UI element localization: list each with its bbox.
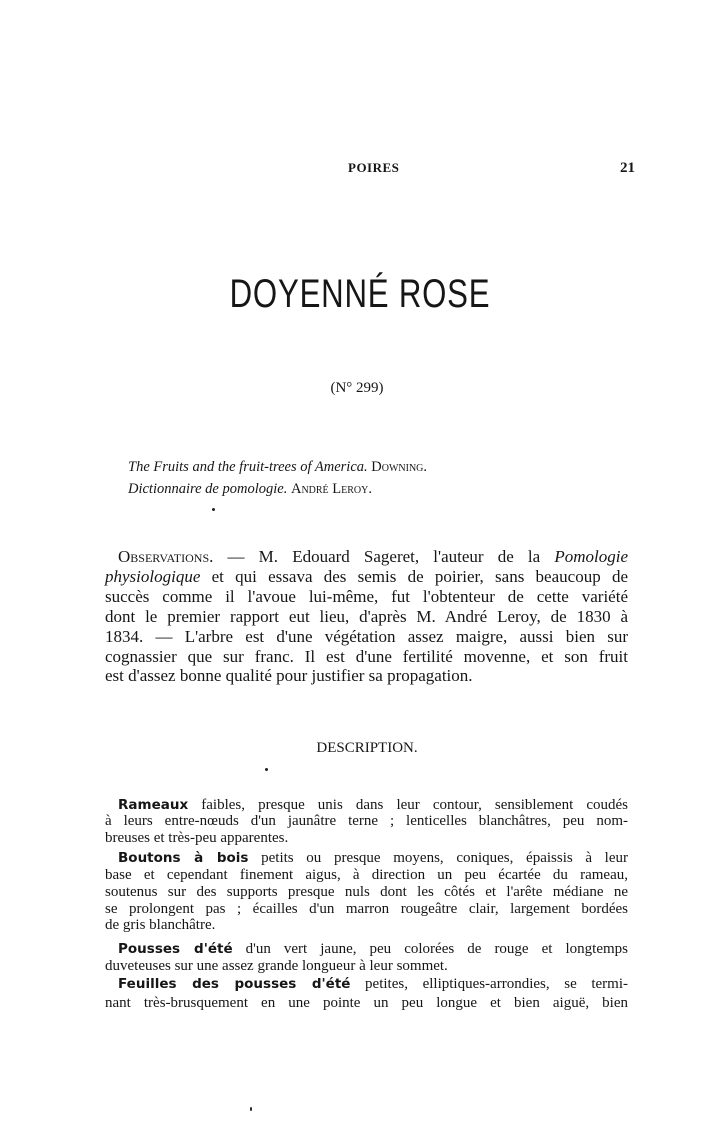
text-run: Observations.	[118, 547, 214, 566]
text-run: duveteuses sur une assez grande longueur à leur sommet.	[105, 958, 448, 974]
description-line	[105, 867, 628, 884]
text-run: cognassier que sur franc. Il est d'une fertilité movenne, et son fruit	[105, 647, 628, 666]
description-line	[118, 797, 628, 814]
description-line	[105, 830, 628, 847]
text-run: succès comme il l'avoue lui-même, fut l'obtenteur de cette variété	[105, 587, 628, 606]
observations-line	[118, 547, 628, 567]
variety-number: (N° 299)	[330, 380, 384, 396]
bold-term: Boutons à bois	[118, 850, 249, 866]
observations-line	[105, 627, 628, 647]
text-run: d'un vert jaune, peu colorées de rouge et longtemps	[232, 941, 628, 957]
description-line	[118, 976, 628, 993]
reference-line	[128, 481, 372, 498]
text-run: Pomologie	[554, 547, 628, 566]
reference-line	[128, 459, 427, 476]
description-heading: DESCRIPTION.	[316, 740, 418, 756]
observations-line	[105, 567, 628, 587]
bold-term: Rameaux	[118, 797, 189, 813]
text-run: — M. Edouard Sageret, l'auteur de la	[213, 547, 555, 566]
observations-line	[105, 587, 628, 607]
page-title: DOYENNÉ ROSE	[229, 272, 491, 316]
text-run: faibles, presque unis dans leur contour, sensiblement coudés	[188, 797, 628, 813]
description-line	[105, 813, 628, 830]
description-line	[105, 958, 628, 975]
text-run: Downing.	[371, 459, 428, 475]
text-run: The Fruits and the fruit-trees of America.	[128, 459, 372, 475]
print-speck	[265, 768, 268, 771]
text-run: 1834. — L'arbre est d'une végétation assez maigre, aussi bien sur	[105, 627, 628, 646]
print-speck	[250, 1107, 252, 1111]
text-run: physiologique	[105, 567, 201, 586]
text-run: à leurs entre-nœuds d'un jaunâtre terne ; lenticelles blanchâtres, peu nom-	[105, 813, 628, 829]
text-run: est d'assez bonne qualité pour justifier sa propagation.	[105, 666, 473, 685]
text-run: soutenus sur des supports presque nuls dont les côtés et l'arête médiane ne	[105, 884, 628, 900]
text-run: dont le premier rapport eut lieu, d'après M. André Leroy, de 1830 à	[105, 607, 628, 626]
observations-line	[105, 647, 628, 667]
text-run: petits ou presque moyens, coniques, épaissis à leur	[248, 850, 628, 866]
description-line	[105, 917, 628, 934]
description-line	[105, 884, 628, 901]
text-run: petites, elliptiques-arrondies, se termi-	[350, 976, 628, 992]
observations-line	[105, 607, 628, 627]
text-run: nant très-brusquement en une pointe un peu longue et bien aiguë, bien	[105, 995, 628, 1011]
text-run: et qui essava des semis de poirier, sans beaucoup de	[200, 567, 628, 586]
running-head: POIRES	[348, 160, 400, 175]
bold-term: Pousses d'été	[118, 941, 233, 957]
description-line	[118, 941, 628, 958]
bold-term: Feuilles des pousses d'été	[118, 976, 351, 992]
description-line	[105, 901, 628, 918]
observations-line	[105, 666, 628, 686]
text-run: breuses et très-peu apparentes.	[105, 830, 289, 846]
text-run: de gris blanchâtre.	[105, 917, 216, 933]
print-speck	[212, 508, 215, 511]
text-run: se prolongent pas ; écailles d'un marron rougeâtre clair, largement bordées	[105, 901, 628, 917]
description-line	[118, 850, 628, 867]
text-run: Dictionnaire de pomologie.	[128, 481, 291, 497]
text-run: André Leroy.	[290, 481, 372, 497]
page-number: 21	[620, 160, 635, 176]
description-line	[105, 995, 628, 1012]
text-run: base et cependant finement aigus, à direction un peu écartée du rameau,	[105, 867, 628, 883]
